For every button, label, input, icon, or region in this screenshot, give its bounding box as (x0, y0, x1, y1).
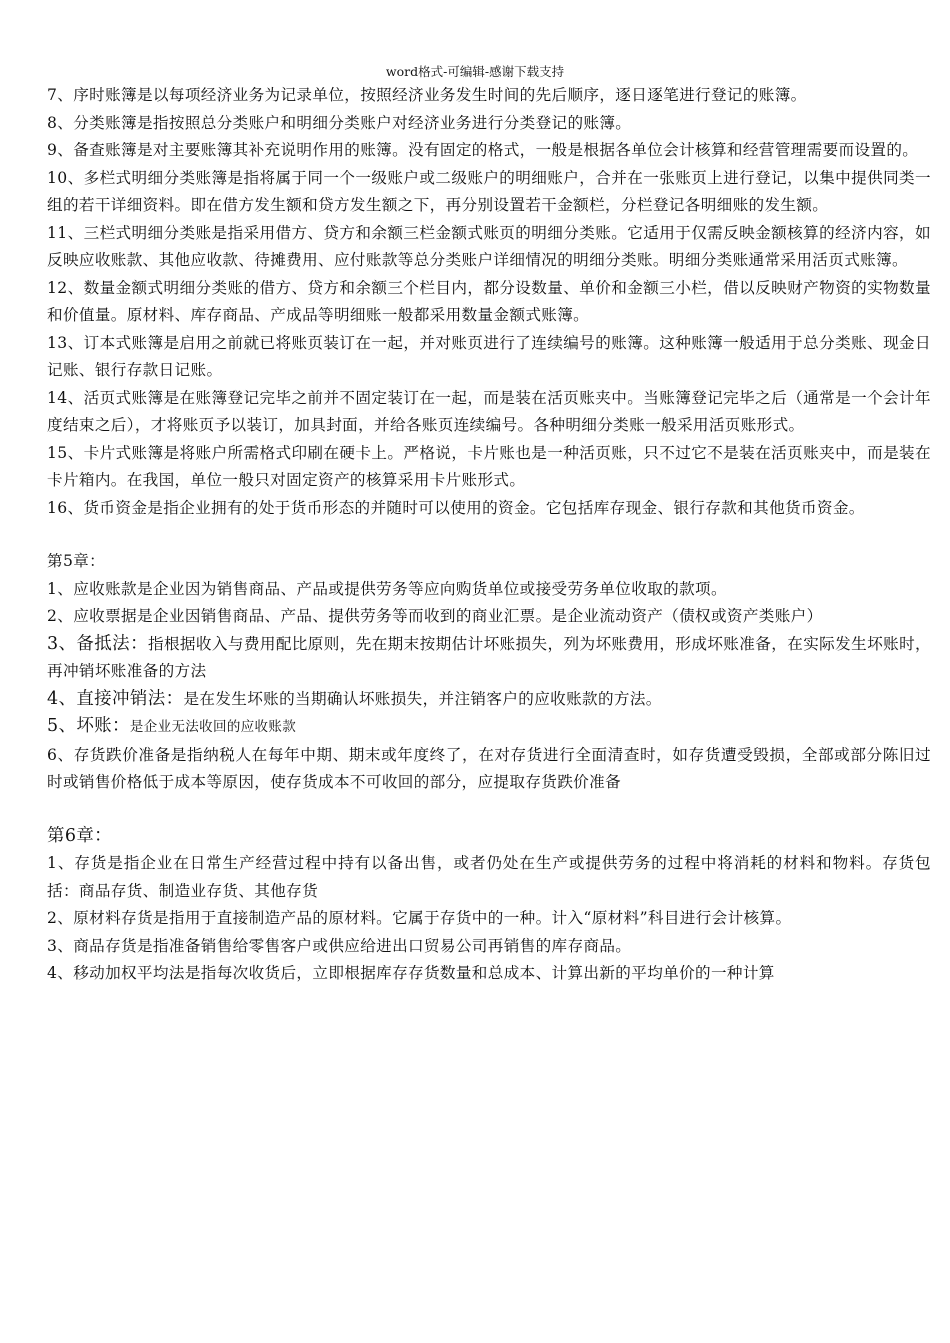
paragraph-item-11: 11、三栏式明细分类账是指采用借方、贷方和余额三栏金额式账页的明细分类账。它适用于仅需反映金额核算的经济内容，如反映应收账款、其他应收款、待摊费用、应付账款等总分类账户详细情况的明细分类账。明细分类账通常采用活页式账簿。 (47, 223, 931, 269)
paragraph-item-8: 8、分类账簿是指按照总分类账户和明细分类账户对经济业务进行分类登记的账簿。 (47, 113, 632, 132)
chapter-5-item-1: 1、应收账款是企业因为销售商品、产品或提供劳务等应向购货单位或接受劳务单位收取的款项。 (47, 579, 727, 598)
term-allowance-method: 3、备抵法： (47, 633, 148, 654)
paragraph-item-16: 16、货币资金是指企业拥有的处于货币形态的并随时可以使用的资金。它包括库存现金、银行存款和其他货币资金。 (47, 498, 865, 517)
definition-direct-write-off: 是在发生坏账的当期确认坏账损失，并注销客户的应收账款的方法。 (183, 689, 662, 708)
paragraph-item-14: 14、活页式账簿是在账簿登记完毕之前并不固定装订在一起，而是装在活页账夹中。当账簿登记完毕之后（通常是一个会计年度结束之后），才将账页予以装订，加具封面，并给各账页连续编号。各种明细分类账一般采用活页账形式。 (47, 388, 931, 434)
chapter-5-item-5 (47, 713, 931, 742)
paragraph-item-10: 10、多栏式明细分类账簿是指将属于同一个一级账户或二级账户的明细账户，合并在一张账页上进行登记，以集中提供同类一组的若干详细资料。即在借方发生额和贷方发生额之下，再分别设置若干金额栏，分栏登记各明细账的发生额。 (47, 168, 931, 214)
definition-bad-debt: 是企业无法收回的应收账款 (129, 719, 297, 735)
paragraph-item-7: 7、序时账簿是以每项经济业务为记录单位，按照经济业务发生时间的先后顺序，逐日逐笔进行登记的账簿。 (47, 86, 807, 104)
chapter-6-item-1: 1、存货是指企业在日常生产经营过程中持有以备出售，或者仍处在生产或提供劳务的过程中将消耗的材料和物料。存货包括：商品存货、制造业存货、其他存货 (47, 854, 931, 900)
chapter-6-heading: 第6章： (47, 825, 113, 846)
page-header: word格式-可编辑-感谢下载支持 (385, 64, 565, 79)
term-direct-write-off: 4、直接冲销法： (47, 688, 184, 709)
definition-allowance-method: 指根据收入与费用配比原则，先在期末按期估计坏账损失，列为坏账费用，形成坏账准备，在实际发生坏账时，再冲销坏账准备的方法 (47, 634, 932, 680)
paragraph-item-9: 9、备查账簿是对主要账簿其补充说明作用的账簿。没有固定的格式，一般是根据各单位会计核算和经营管理需要而设置的。 (47, 141, 919, 159)
chapter-6-item-2: 2、原材料存货是指用于直接制造产品的原材料。它属于存货中的一种。计入“原材料”科目进行会计核算。 (47, 909, 792, 927)
chapter-5-item-3 (47, 631, 931, 686)
section-spacer (47, 797, 931, 823)
chapter-5-item-6: 6、存货跌价准备是指纳税人在每年中期、期末或年度终了，在对存货进行全面清查时，如存货遭受毁损，全部或部分陈旧过时或销售价格低于成本等原因，使存货成本不可收回的部分，应提取存货跌价准备 (47, 745, 931, 791)
paragraph-item-13: 13、订本式账簿是启用之前就已将账页装订在一起，并对账页进行了连续编号的账簿。这种账簿一般适用于总分类账、现金日记账、银行存款日记账。 (47, 333, 931, 379)
section-spacer (47, 522, 931, 548)
chapter-6-item-3: 3、商品存货是指准备销售给零售客户或供应给进出口贸易公司再销售的库存商品。 (47, 936, 632, 955)
chapter-5-item-4 (47, 686, 931, 714)
paragraph-item-15: 15、卡片式账簿是将账户所需格式印刷在硬卡上。严格说，卡片账也是一种活页账，只不过它不是装在活页账夹中，而是装在卡片箱内。在我国，单位一般只对固定资产的核算采用卡片账形式。 (47, 443, 931, 489)
paragraph-item-12: 12、数量金额式明细分类账的借方、贷方和余额三个栏目内，都分设数量、单价和金额三小栏，借以反映财产物资的实物数量和价值量。原材料、库存商品、产成品等明细账一般都采用数量金额式账簿。 (47, 278, 931, 324)
term-bad-debt: 5、坏账： (47, 716, 130, 736)
chapter-5-heading: 第5章： (47, 552, 106, 570)
chapter-6-item-4: 4、移动加权平均法是指每次收货后，立即根据库存存货数量和总成本、计算出新的平均单价的一种计算 (47, 964, 775, 982)
chapter-5-item-2: 2、应收票据是企业因销售商品、产品、提供劳务等而收到的商业汇票。是企业流动资产（债权或资产类账户） (47, 607, 823, 625)
document-body (47, 82, 931, 988)
